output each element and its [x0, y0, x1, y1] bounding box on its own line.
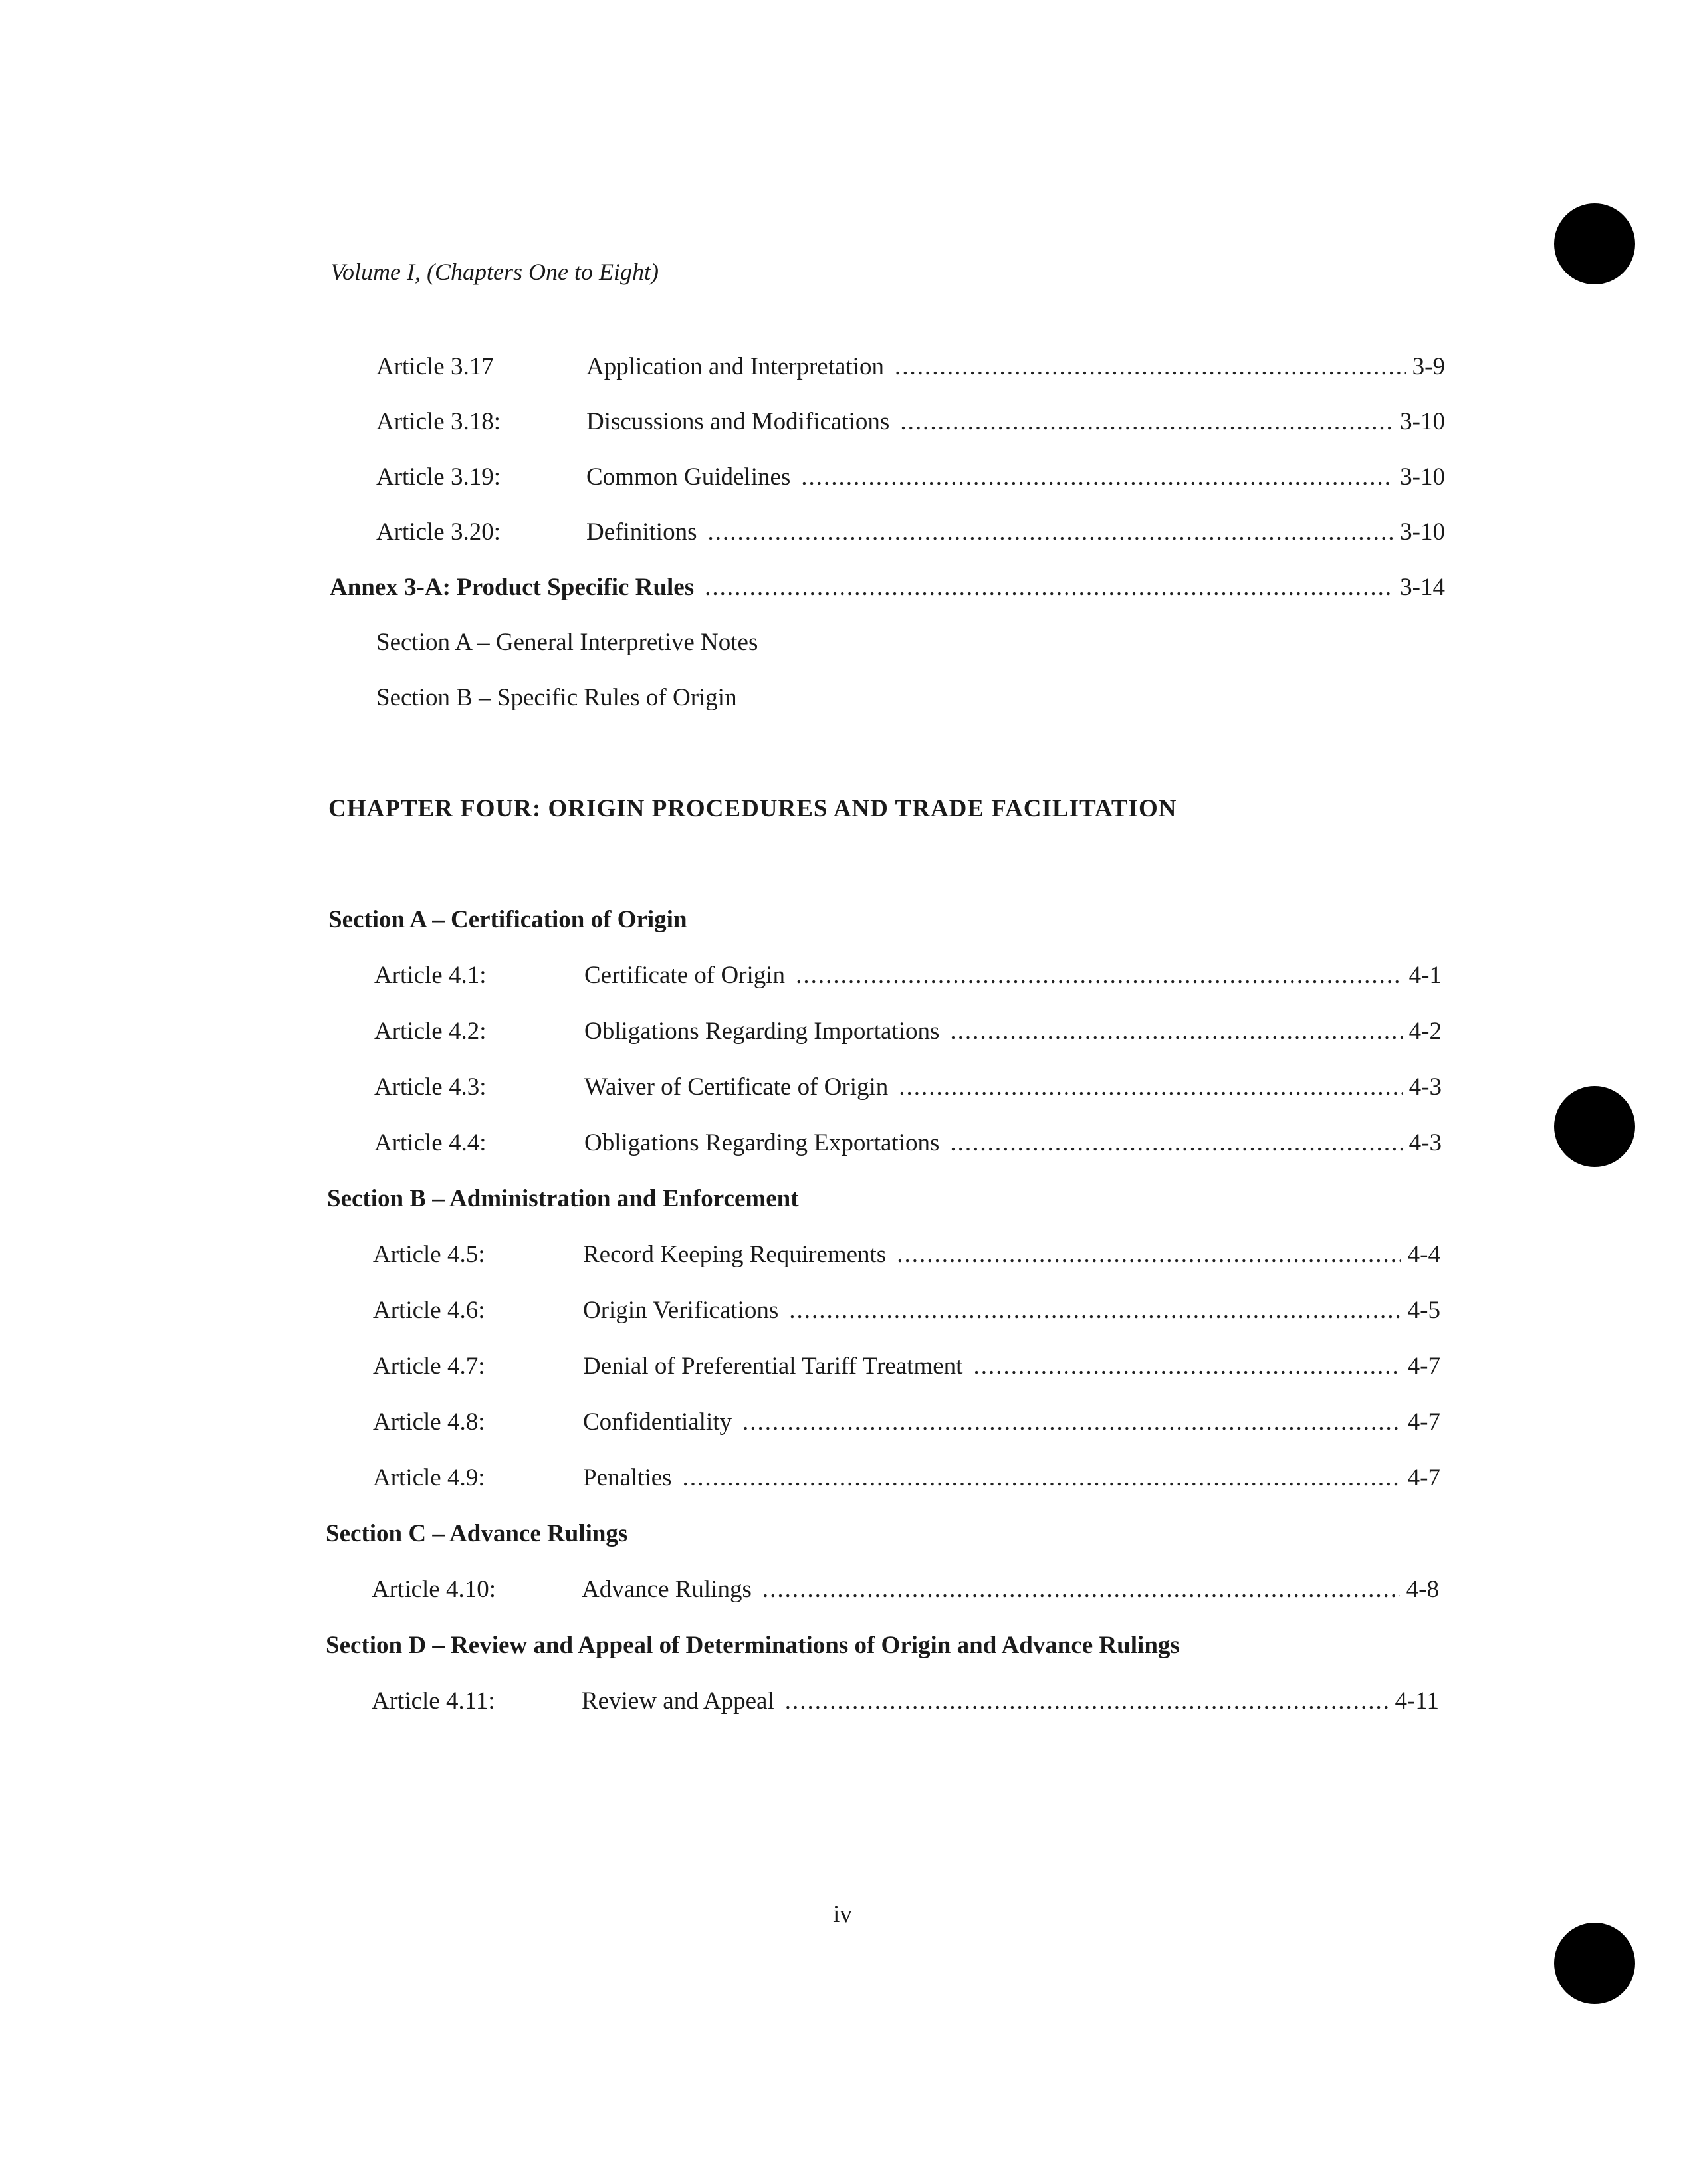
- page-reference: 4-2: [1408, 1018, 1442, 1045]
- page-reference: 4-3: [1408, 1129, 1442, 1156]
- page-reference: 4-11: [1395, 1688, 1439, 1715]
- article-number: Article 4.7:: [373, 1353, 485, 1380]
- punch-hole-mark: [1554, 1086, 1635, 1167]
- article-number: Article 4.3:: [374, 1073, 487, 1101]
- article-number: Article 3.19:: [376, 463, 501, 491]
- page-reference: 3-10: [1400, 463, 1445, 491]
- article-title: Obligations Regarding Exportations: [584, 1129, 940, 1156]
- toc-entry: [373, 1294, 1440, 1327]
- toc-entry: [373, 1238, 1440, 1271]
- article-number: Article 4.11:: [372, 1688, 495, 1715]
- toc-entry: [372, 1685, 1439, 1718]
- annex-subsection: Section A – General Interpretive Notes: [376, 629, 758, 656]
- page-reference: 4-8: [1406, 1576, 1439, 1603]
- toc-entry: [373, 1350, 1440, 1383]
- article-title: Certificate of Origin: [584, 962, 786, 989]
- toc-entry: [373, 1462, 1440, 1495]
- article-title: Definitions: [586, 518, 697, 546]
- volume-header: Volume I, (Chapters One to Eight): [330, 259, 659, 285]
- dot-leader: [801, 461, 1393, 494]
- page-number: iv: [833, 1901, 852, 1928]
- dot-leader: [705, 571, 1393, 604]
- dot-leader: [973, 1350, 1401, 1383]
- article-number: Article 4.8:: [373, 1408, 485, 1436]
- toc-entry: [374, 1015, 1442, 1048]
- article-title: Confidentiality: [583, 1408, 732, 1436]
- article-number: Article 4.6:: [373, 1297, 485, 1324]
- page-reference: 3-14: [1400, 574, 1445, 601]
- article-number: Article 3.17: [376, 353, 494, 380]
- section-heading: Section A – Certification of Origin: [328, 906, 687, 933]
- annex-title: Annex 3-A: Product Specific Rules: [330, 574, 695, 601]
- toc-entry: [374, 959, 1442, 992]
- page-reference: 4-7: [1407, 1353, 1440, 1380]
- dot-leader: [796, 959, 1403, 992]
- dot-leader: [683, 1462, 1401, 1495]
- article-title: Advance Rulings: [582, 1576, 752, 1603]
- article-title: Review and Appeal: [582, 1688, 774, 1715]
- toc-entry: [376, 461, 1445, 494]
- toc-entry: [374, 1071, 1442, 1104]
- article-title: Common Guidelines: [586, 463, 791, 491]
- section-heading: Section D – Review and Appeal of Determinations of Origin and Advance Rulings: [326, 1632, 1180, 1659]
- article-title: Penalties: [583, 1464, 672, 1491]
- page-reference: 4-5: [1407, 1297, 1440, 1324]
- dot-leader: [900, 405, 1393, 439]
- article-title: Denial of Preferential Tariff Treatment: [583, 1353, 963, 1380]
- article-number: Article 3.18:: [376, 408, 501, 435]
- annex-subsection: Section B – Specific Rules of Origin: [376, 684, 737, 711]
- page-reference: 4-7: [1407, 1408, 1440, 1436]
- article-title: Record Keeping Requirements: [583, 1241, 887, 1268]
- article-title: Application and Interpretation: [586, 353, 884, 380]
- article-number: Article 4.5:: [373, 1241, 485, 1268]
- dot-leader: [785, 1685, 1389, 1718]
- dot-leader: [950, 1015, 1402, 1048]
- article-number: Article 4.4:: [374, 1129, 487, 1156]
- article-number: Article 4.2:: [374, 1018, 487, 1045]
- article-number: Article 4.9:: [373, 1464, 485, 1491]
- dot-leader: [899, 1071, 1402, 1104]
- article-title: Obligations Regarding Importations: [584, 1018, 940, 1045]
- page-reference: 4-7: [1407, 1464, 1440, 1491]
- dot-leader: [762, 1573, 1400, 1606]
- article-title: Waiver of Certificate of Origin: [584, 1073, 889, 1101]
- punch-hole-mark: [1554, 203, 1635, 284]
- page-reference: 4-4: [1407, 1241, 1440, 1268]
- toc-entry: [376, 516, 1445, 549]
- page-reference: 4-1: [1408, 962, 1442, 989]
- dot-leader: [707, 516, 1393, 549]
- dot-leader: [897, 1238, 1401, 1271]
- punch-hole-mark: [1554, 1923, 1635, 2004]
- dot-leader: [789, 1294, 1401, 1327]
- toc-entry: [373, 1406, 1440, 1439]
- page-reference: 3-9: [1412, 353, 1445, 380]
- toc-entry: [372, 1573, 1439, 1606]
- toc-entry: [376, 405, 1445, 439]
- page-reference: 4-3: [1408, 1073, 1442, 1101]
- article-number: Article 4.10:: [372, 1576, 497, 1603]
- article-number: Article 3.20:: [376, 518, 501, 546]
- dot-leader: [742, 1406, 1401, 1439]
- toc-entry: [374, 1127, 1442, 1160]
- page-reference: 3-10: [1400, 408, 1445, 435]
- page-reference: 3-10: [1400, 518, 1445, 546]
- dot-leader: [950, 1127, 1402, 1160]
- article-title: Origin Verifications: [583, 1297, 779, 1324]
- article-number: Article 4.1:: [374, 962, 487, 989]
- dot-leader: [895, 350, 1406, 383]
- chapter-heading: CHAPTER FOUR: ORIGIN PROCEDURES AND TRADE FACILITATION: [328, 795, 1177, 822]
- annex-entry: [330, 571, 1445, 604]
- section-heading: Section B – Administration and Enforcement: [327, 1185, 799, 1212]
- toc-entry: [376, 350, 1445, 383]
- article-title: Discussions and Modifications: [586, 408, 890, 435]
- section-heading: Section C – Advance Rulings: [326, 1520, 628, 1547]
